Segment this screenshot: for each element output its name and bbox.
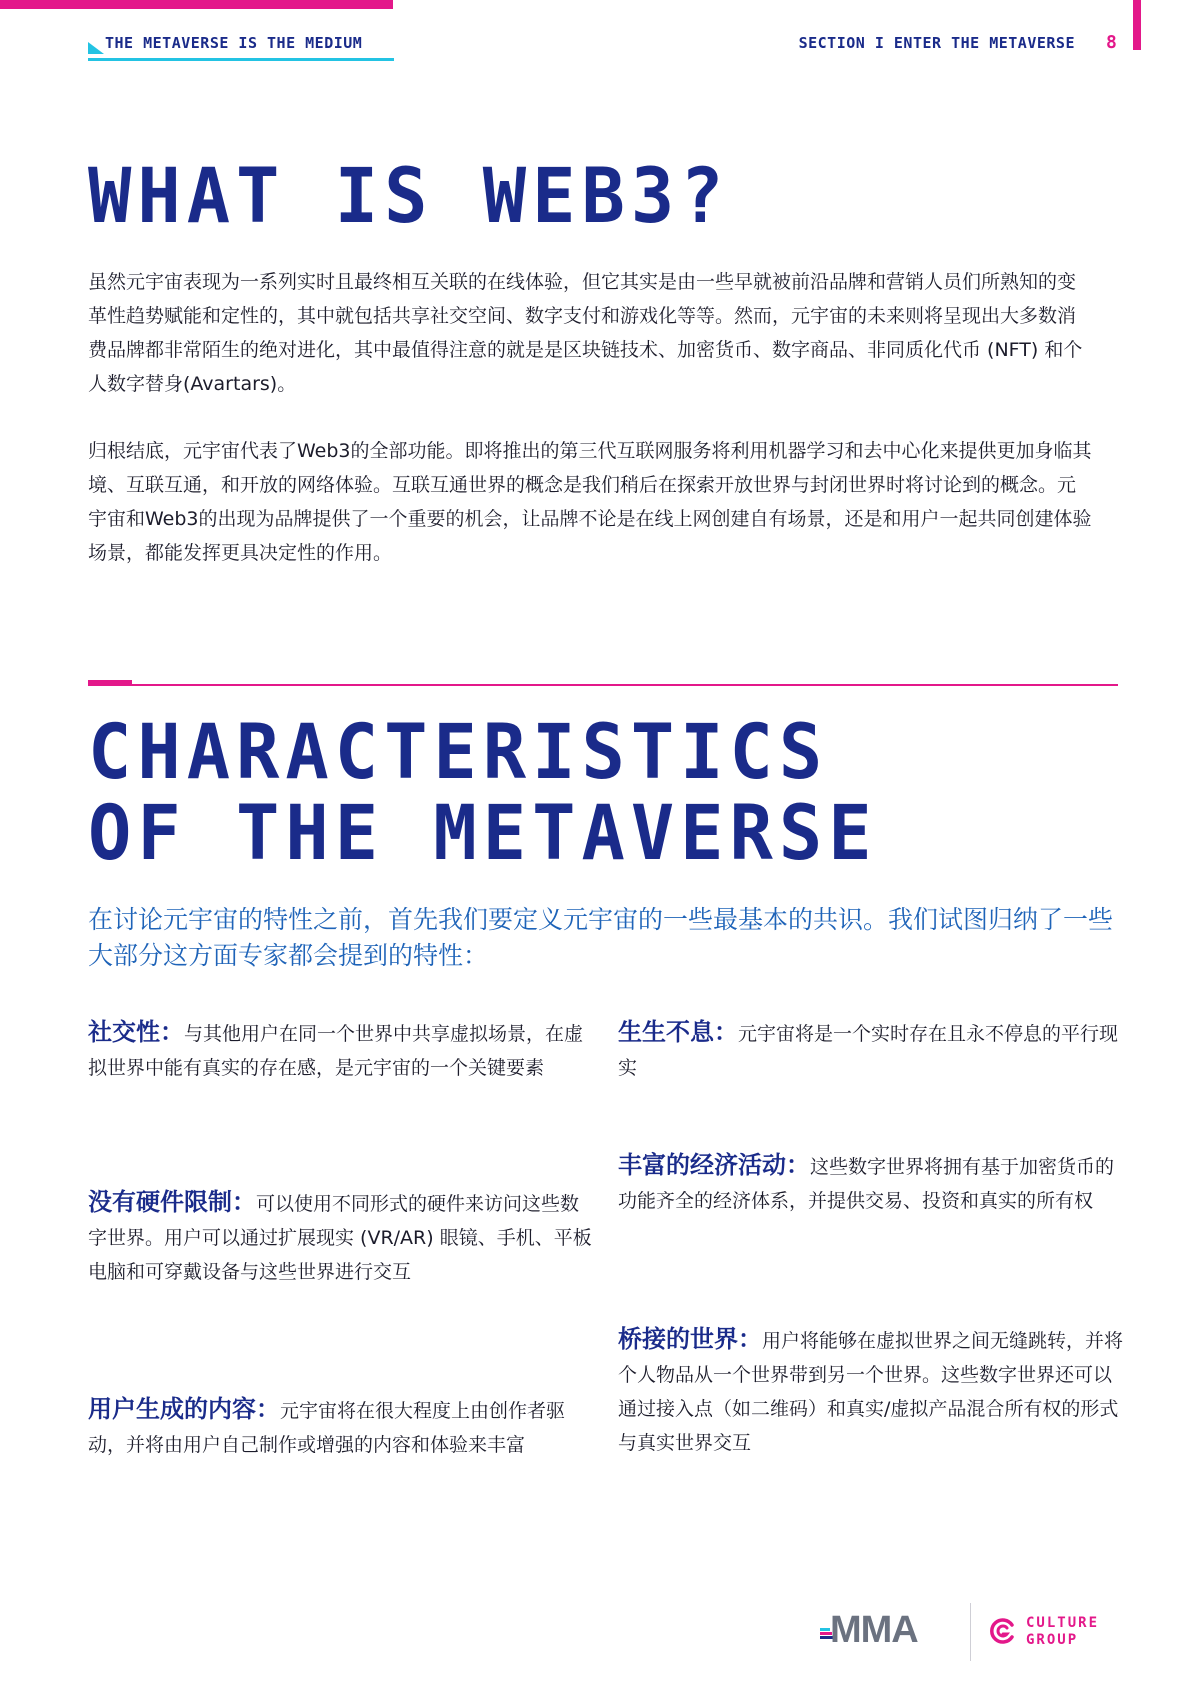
footer-divider [970,1603,971,1661]
characteristic-term: 桥接的世界： [618,1325,762,1353]
characteristic-term: 社交性： [88,1018,184,1046]
running-header-section: SECTION I ENTER THE METAVERSE [798,34,1075,52]
characteristic-text: 元宇宙将在很大程度上由创作者驱动，并将由用户自己制作或增强的内容和体验来丰富 [88,1400,566,1456]
culture-logo-line1: CULTURE [1026,1615,1100,1631]
characteristic-social [88,1015,588,1085]
characteristic-text: 与其他用户在同一个世界中共享虚拟场景，在虚拟世界中能有真实的存在感，是元宇宙的一个关键要素 [88,1023,584,1079]
characteristics-heading-line2: OF THE METAVERSE [88,788,878,877]
header-triangle-icon [88,42,104,54]
characteristic-term: 用户生成的内容： [88,1395,280,1423]
page-edge-accent-bar [1133,0,1141,50]
section-divider [88,684,1118,686]
characteristic-persistent [618,1015,1123,1085]
characteristics-heading-line1: CHARACTERISTICS [88,707,829,796]
characteristic-bridged-worlds [618,1322,1123,1460]
section-divider-accent [88,680,132,686]
characteristic-term: 丰富的经济活动： [618,1151,810,1179]
header-left-label: THE METAVERSE IS THE MEDIUM [105,34,363,52]
page-number: 8 [1106,32,1117,53]
top-accent-bar [0,0,393,9]
characteristic-term: 生生不息： [618,1018,738,1046]
header-underline [88,58,394,61]
web3-heading: WHAT IS WEB3? [88,151,730,240]
culture-group-logo-icon [988,1617,1016,1645]
characteristic-economy [618,1148,1123,1218]
characteristics-lead: 在讨论元宇宙的特性之前，首先我们要定义元宇宙的一些最基本的共识。我们试图归纳了一些大部分这方面专家都会提到的特性： [88,905,1114,970]
culture-group-logo [1026,1615,1099,1649]
footer-logos [830,1603,1130,1663]
characteristic-text: 元宇宙将是一个实时存在且永不停息的平行现实 [618,1023,1119,1079]
characteristic-no-hardware-limit [88,1185,593,1289]
characteristic-text: 这些数字世界将拥有基于加密货币的功能齐全的经济体系，并提供交易、投资和真实的所有权 [618,1156,1115,1212]
characteristic-text: 用户将能够在虚拟世界之间无缝跳转，并将个人物品从一个世界带到另一个世界。这些数字世界还可以通过接入点（如二维码）和真实/虚拟产品混合所有权的形式与真实世界交互 [618,1330,1124,1454]
characteristic-user-generated-content [88,1392,593,1462]
characteristic-term: 没有硬件限制： [88,1188,256,1216]
culture-logo-line2: GROUP [1026,1632,1079,1648]
characteristic-text: 可以使用不同形式的硬件来访问这些数字世界。用户可以通过扩展现实 (VR/AR) 眼镜、手机、平板电脑和可穿戴设备与这些世界进行交互 [88,1193,592,1283]
web3-paragraph: 虽然元宇宙表现为一系列实时且最终相互关联的在线体验，但它其实是由一些早就被前沿品牌和营销人员们所熟知的变革性趋势赋能和定性的，其中就包括共享社交空间、数字支付和游戏化等等。然而，元宇宙的未来则将呈现出大多数消费品牌都非常陌生的绝对进化，其中最值得注意的就是是区块链技术、加密货币、数字商品、非同质化代币 (NFT) 和个人数字替身(Avartars)。 [88,271,1083,395]
running-header-left [88,34,398,64]
web3-paragraph: 归根结底，元宇宙代表了Web3的全部功能。即将推出的第三代互联网服务将利用机器学习和去中心化来提供更加身临其境、互联互通，和开放的网络体验。互联互通世界的概念是我们稍后在探索开放世界与封闭世界时将讨论到的概念。元宇宙和Web3的出现为品牌提供了一个重要的机会，让品牌不论是在线上网创建自有场景，还是和用户一起共同创建体验场景，都能发挥更具决定性的作用。 [88,440,1092,564]
mma-logo: MMA [830,1609,918,1651]
